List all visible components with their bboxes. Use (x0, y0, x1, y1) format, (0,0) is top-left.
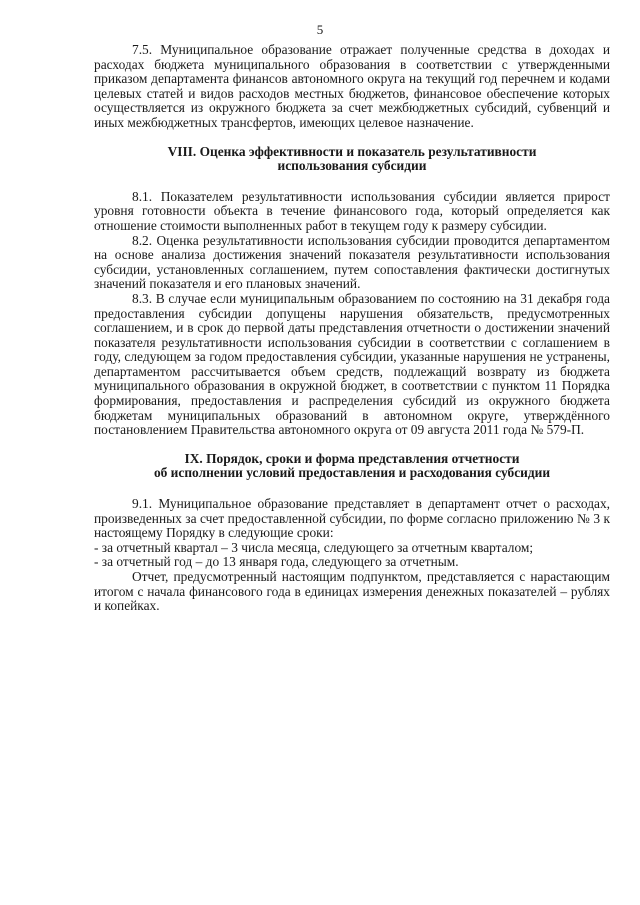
paragraph-report-closing: Отчет, предусмотренный настоящим подпунктом, представляется с нарастающим итогом с начала финансового года в единицах измерения денежных показателей – рублях и копейках. (94, 569, 610, 614)
section-9-heading (94, 452, 610, 481)
section-8-title-line-2: использования субсидии (277, 158, 427, 174)
section-8-heading (94, 145, 610, 174)
section-9-title-line-1: IX. Порядок, сроки и форма представления отчетности (184, 450, 520, 466)
paragraph-8-1: 8.1. Показателем результативности использования субсидии является прирост уровня готовности объекта в течение финансового года, который определяется как отношение стоимости выполненных работ в текущем году к размеру субсидии. (94, 188, 610, 233)
section-8-title-line-1: VIII. Оценка эффективности и показатель результативности (167, 143, 537, 159)
page-number: 5 (316, 22, 324, 37)
paragraph-9-1: 9.1. Муниципальное образование представляет в департамент отчет о расходах, произведенных за счет предоставленной субсидии, по форме согласно приложению № 3 к настоящему Порядку в следующие сроки: (94, 496, 610, 541)
paragraph-8-3: 8.3. В случае если муниципальным образованием по состоянию на 31 декабря года предоставления субсидии допущены нарушения обязательств, предусмотренных соглашением, и в срок до первой даты представления отчетности о достижении значений показателя результативности использования субсидии в соответствии с соглашением в году, следующем за годом предоставления субсидии, указанные нарушения не устранены, департаментом рассчитывается объем средств, подлежащий возврату из бюджета муниципального образования в окружной бюджет, в соответствии с пунктом 11 Порядка формирования, предоставления и распределения субсидий из окружного бюджета бюджетам муниципальных образований в автономном округе, утверждённого постановлением Правительства автономного округа от 09 августа 2011 года № 579-П. (94, 290, 610, 438)
section-9-title-line-2: об исполнении условий предоставления и расходования субсидии (153, 465, 551, 481)
paragraph-7-5: 7.5. Муниципальное образование отражает полученные средства в доходах и расходах бюджета муниципального образования в соответствии с утвержденными приказом департамента финансов автономного округа на текущий год перечнем и кодами целевых статей и видов расходов местных бюджетов, финансовое обеспечение которых осуществляется из окружного бюджета за счет межбюджетных субсидий, субвенций и иных межбюджетных трансфертов, имеющих целевое назначение. (94, 42, 610, 130)
paragraph-8-2: 8.2. Оценка результативности использования субсидии проводится департаментом на основе анализа достижения значений показателя результативности использования субсидии, установленных соглашением, путем сопоставления фактически достигнутых значений показателя и его плановых значений. (94, 232, 610, 292)
deadline-quarterly: - за отчетный квартал – 3 числа месяца, следующего за отчетным кварталом; (94, 539, 534, 555)
deadline-annual: - за отчетный год – до 13 января года, следующего за отчетным. (94, 554, 459, 570)
document-body (94, 43, 610, 614)
